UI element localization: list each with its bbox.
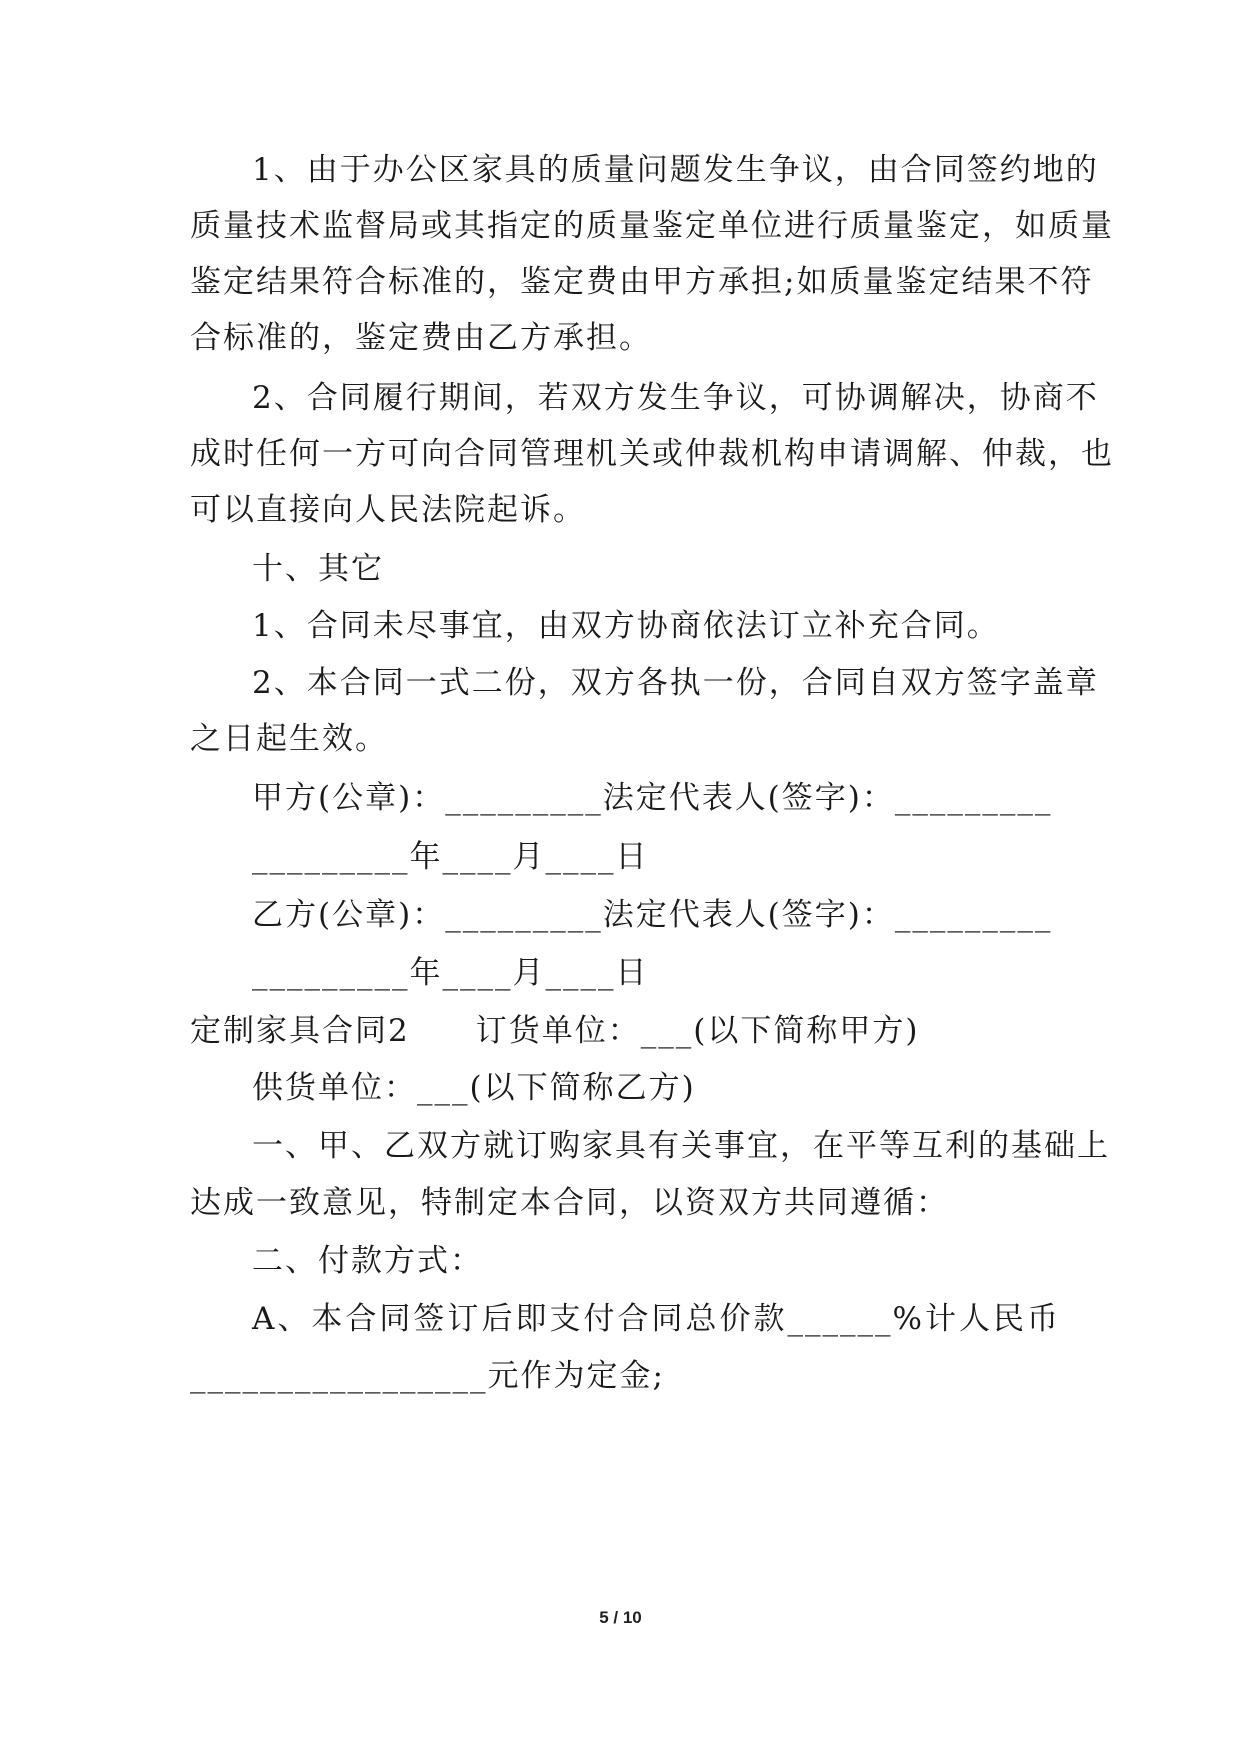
paragraph-line: _________________元作为定金; bbox=[190, 1358, 665, 1394]
section-heading: 二、付款方式： bbox=[252, 1243, 483, 1279]
paragraph-line: 成时任何一方可向合同管理机关或仲裁机构申请调解、仲裁，也 bbox=[190, 436, 1114, 472]
signature-line-party-a: 甲方(公章)：_________法定代表人(签字)：_________ bbox=[252, 780, 1053, 816]
paragraph-line: 1、合同未尽事宜，由双方协商依法订立补充合同。 bbox=[252, 608, 1000, 644]
date-line-party-b: _________年____月____日 bbox=[252, 955, 649, 991]
paragraph-line: 可以直接向人民法院起诉。 bbox=[190, 492, 586, 528]
signature-line-party-b: 乙方(公章)：_________法定代表人(签字)：_________ bbox=[252, 897, 1053, 933]
paragraph-line: 合标准的，鉴定费由乙方承担。 bbox=[190, 320, 652, 356]
paragraph-line: 2、本合同一式二份，双方各执一份，合同自双方签字盖章 bbox=[252, 665, 1099, 701]
contract-title-line: 定制家具合同2 订货单位：___(以下简称甲方) bbox=[190, 1013, 920, 1049]
date-line-party-a: _________年____月____日 bbox=[252, 839, 649, 875]
paragraph-line: 供货单位：___(以下简称乙方) bbox=[252, 1070, 696, 1106]
paragraph-line: 鉴定结果符合标准的，鉴定费由甲方承担;如质量鉴定结果不符 bbox=[190, 264, 1094, 300]
paragraph-line: 达成一致意见，特制定本合同，以资双方共同遵循： bbox=[190, 1185, 949, 1221]
page-number: 5 / 10 bbox=[599, 1608, 642, 1627]
paragraph-line: 一、甲、乙双方就订购家具有关事宜，在平等互利的基础上 bbox=[252, 1128, 1110, 1164]
section-heading: 十、其它 bbox=[252, 551, 384, 587]
paragraph-line: 2、合同履行期间，若双方发生争议，可协调解决，协商不 bbox=[252, 380, 1099, 416]
paragraph-line: 之日起生效。 bbox=[190, 721, 388, 757]
paragraph-line: A、本合同签订后即支付合同总价款______%计人民币 bbox=[252, 1301, 1060, 1337]
paragraph-line: 质量技术监督局或其指定的质量鉴定单位进行质量鉴定，如质量 bbox=[190, 208, 1114, 244]
paragraph-line: 1、由于办公区家具的质量问题发生争议，由合同签约地的 bbox=[252, 152, 1099, 188]
